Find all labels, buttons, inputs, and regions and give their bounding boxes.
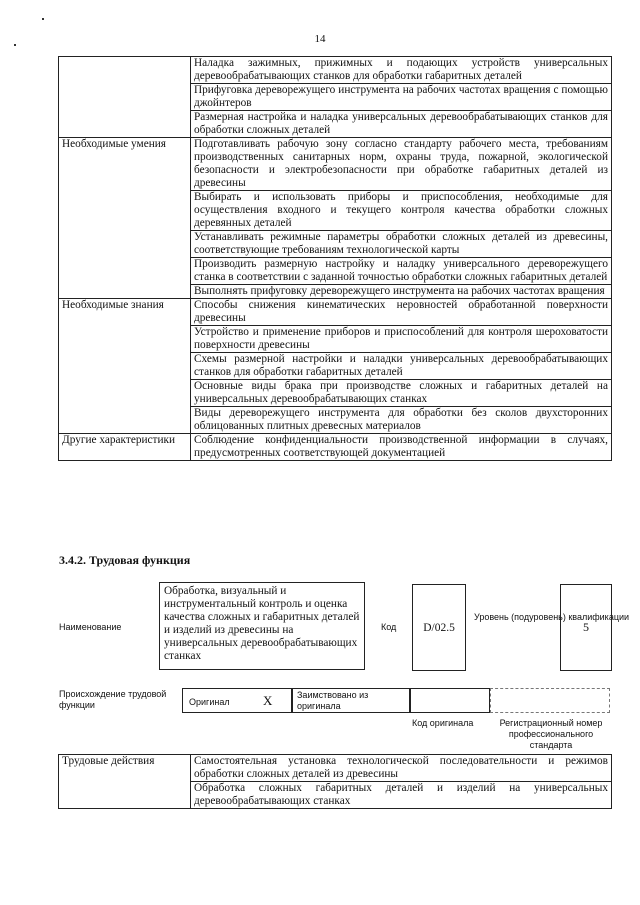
origin-reg-cell xyxy=(490,688,610,713)
table-cell: Виды дереворежущего инструмента для обработки без сколов двухсторонних облицованных плитных древесных материалов xyxy=(191,407,612,434)
table-cell: Обработка сложных габаритных деталей и изделий на универсальных деревообрабатывающих станках xyxy=(191,782,612,809)
table-cell: Способы снижения кинематических неровностей обработанной поверхности древесины xyxy=(191,299,612,326)
skills-knowledge-table xyxy=(58,56,612,461)
row-label: Необходимые умения xyxy=(59,138,191,299)
table-row xyxy=(59,57,612,84)
scan-mark xyxy=(42,18,44,20)
table-cell: Соблюдение конфиденциальности производственной информации в случаях, предусмотренных соответствующей документацией xyxy=(191,434,612,461)
row-label: Необходимые знания xyxy=(59,299,191,434)
table-cell: Устанавливать режимные параметры обработки сложных деталей из древесины, соответствующие требованиям технологической карты xyxy=(191,231,612,258)
table-cell: Производить размерную настройку и наладку универсального дереворежущего станка в соответствии с заданной точностью обработки сложных габаритных деталей xyxy=(191,258,612,285)
table-row xyxy=(59,755,612,782)
table-row xyxy=(59,138,612,191)
origin-original-cell xyxy=(182,688,292,713)
table-cell: Схемы размерной настройки и наладки универсальных деревообрабатывающих станков для обработки габаритных деталей xyxy=(191,353,612,380)
table-row xyxy=(59,299,612,326)
original-label: Оригинал xyxy=(189,697,230,707)
reg-caption: Регистрационный номер профессионального стандарта xyxy=(499,718,603,750)
table-cell: Размерная настройка и наладка универсальных деревообрабатывающих станков для обработки сложных деталей xyxy=(191,111,612,138)
table-cell: Самостоятельная установка технологической последовательности и режимов обработки сложных деталей из древесины xyxy=(191,755,612,782)
level-label: Уровень (подуровень) квалификации xyxy=(474,612,630,622)
row-label: Другие характеристики xyxy=(59,434,191,461)
name-label: Наименование xyxy=(59,622,122,632)
table-cell: Прифуговка дереворежущего инструмента на рабочих частотах вращения с помощью джойнтеров xyxy=(191,84,612,111)
table-cell: Основные виды брака при производстве сложных и габаритных деталей на универсальных деревообрабатывающих станках xyxy=(191,380,612,407)
row-label: Трудовые действия xyxy=(59,755,191,809)
table-cell: Выбирать и использовать приборы и приспособления, необходимые для осуществления входного и текущего контроля качества обработки сложных деревянных деталей xyxy=(191,191,612,231)
origin-code-cell xyxy=(410,688,490,713)
origin-label: Происхождение трудовой функции xyxy=(59,689,167,710)
function-name-box: Обработка, визуальный и инструментальный контроль и оценка качества сложных и габаритных деталей и изделий из древесины на универсальных деревообрабатывающих станках xyxy=(159,582,365,670)
code-box: D/02.5 xyxy=(412,584,466,671)
section-title: 3.4.2. Трудовая функция xyxy=(59,553,191,567)
table-cell: Выполнять прифуговку дереворежущего инструмента на рабочих частотах вращения xyxy=(191,285,612,299)
code-caption: Код оригинала xyxy=(412,718,474,728)
original-mark: X xyxy=(263,693,273,708)
table-cell: Подготавливать рабочую зону согласно стандарту рабочего места, требованиям производственных санитарных норм, охраны труда, пожарной, экологической безопасности и электробезопасности при обработке габаритных деталей из древесины xyxy=(191,138,612,191)
table-cell: Наладка зажимных, прижимных и подающих устройств универсальных деревообрабатывающих станков для обработки габаритных деталей xyxy=(191,57,612,84)
origin-borrowed-cell xyxy=(292,688,410,713)
borrowed-label: Заимствовано из оригинала xyxy=(297,690,369,711)
table-row xyxy=(59,434,612,461)
page-number: 14 xyxy=(314,33,326,45)
row-label xyxy=(59,57,191,138)
table-cell: Устройство и применение приборов и приспособлений для контроля шероховатости поверхности древесины xyxy=(191,326,612,353)
level-box: 5 xyxy=(560,584,612,671)
code-label: Код xyxy=(381,622,397,632)
labor-actions-table xyxy=(58,754,612,809)
